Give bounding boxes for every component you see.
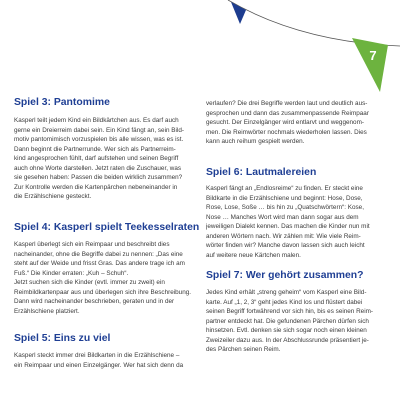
text-line: Reimbildkartenpaar aus und überlegen sich ihre Beschreibung. <box>14 288 192 296</box>
game-6-text <box>206 184 390 260</box>
text-line: Kasperl steckt immer drei Bildkarten in die Erzählschiene – <box>14 352 180 359</box>
game-5-title: Spiel 5: Eins zu viel <box>14 333 111 344</box>
text-line: Kasperl überlegt sich ein Reimpaar und beschreibt dies <box>14 241 170 248</box>
text-line: Zur Kontrolle werden die Kartenpärchen nebeneinander in <box>14 183 178 191</box>
text-line: gerne ein Dreierreim dabei sein. Ein Kind fängt an, sein Bild- <box>14 126 184 134</box>
text-line: auch ohne Worte darstellen. Jetzt raten die Zuschauer, was <box>14 164 182 172</box>
game-5-continued-text <box>206 99 390 147</box>
text-line: men. Die Reimwörter nochmals wiederholen lassen. Dies <box>206 128 367 136</box>
text-line: anderen Wörtern nach. Wir zählen mit: Wie viele Reim- <box>206 232 361 240</box>
text-line: partner entdeckt hat. Die gefundenen Pärchen dürfen sich <box>206 317 369 325</box>
game-5-text <box>14 351 195 370</box>
text-line: nacheinander, ohne die Begriffe dabei zu nennen: „Das eine <box>14 250 183 258</box>
bunting-string <box>228 0 400 46</box>
text-line: kind angesprochen fühlt, darf aufstehen und seinen Begriff <box>14 155 179 163</box>
page-number: 7 <box>369 48 377 63</box>
game-7-text <box>206 288 390 355</box>
text-line: jeweiligen Dialekt kennen. Das machen die Kinder nun mit <box>206 223 370 231</box>
text-line: gesucht. Der Einzelgänger wird entlarvt und weggenom- <box>206 119 364 127</box>
text-line: Kasperl fängt an „Endlosreime“ zu finden. Er steckt eine <box>206 185 363 192</box>
bunting-flag-blue <box>231 2 246 24</box>
text-line: hinsetzen. Evtl. denken sie sich sogar noch einen kleinen <box>206 327 367 335</box>
text-line: die Erzählschiene gesteckt. <box>14 193 92 201</box>
text-line: Jedes Kind erhält „streng geheim“ vom Kasperl eine Bild- <box>206 289 367 296</box>
text-line: Nose … Manches Wort wird man dann sogar aus dem <box>206 213 359 221</box>
text-line: Zweizeiler dazu aus. In der Abschlussrunde präsentiert je- <box>206 336 369 344</box>
text-line: Erzählschiene platziert. <box>14 307 80 315</box>
text-line: steht auf der Weide und frisst Gras. Das andere trage ich am <box>14 260 185 268</box>
bunting-flag-green <box>352 38 388 92</box>
text-line: Jetzt suchen sich die Kinder (evtl. immer zu zweit) ein <box>14 279 165 287</box>
text-line: seinen Begriff fortwährend vor sich hin, bis es seinen Reim- <box>206 308 374 316</box>
text-line: Bildkarte in die Erzählschiene und beginnt: Hose, Dose, <box>206 194 363 202</box>
game-6-title: Spiel 6: Lautmalereien <box>206 167 317 178</box>
game-7-title: Spiel 7: Wer gehört zusammen? <box>206 270 364 281</box>
text-line: gesprochen und dann das zusammenpassende Reimpaar <box>206 109 369 117</box>
text-line: ein Reimpaar und einen Einzelgänger. Wer hat sich denn da <box>14 361 184 369</box>
text-line: wörter finden wir? Manche davon lassen sich auch leicht <box>206 242 365 250</box>
text-line: kann auch reihum gespielt werden. <box>206 138 305 146</box>
text-line: Dann beginnt die Partnerrunde. Wer sich als Partnerreim- <box>14 145 176 153</box>
bunting-decoration <box>0 0 400 110</box>
text-line: Dann wird nacheinander beschrieben, geraten und in der <box>14 298 175 306</box>
game-4-title: Spiel 4: Kasperl spielt Teekesselraten <box>14 222 200 233</box>
game-3-title: Spiel 3: Pantomime <box>14 97 110 108</box>
text-line: sie gesehen haben: Passen die beiden wirklich zusammen? <box>14 174 183 182</box>
text-line: Rose, Lose, Soße … bis hin zu „Quatschwörtern“: Kose, <box>206 204 364 212</box>
game-4-text <box>14 240 195 316</box>
text-line: des Pärchen seinen Reim. <box>206 346 281 354</box>
text-line: karte. Auf „1, 2, 3“ geht jedes Kind los und flüstert dabei <box>206 298 363 306</box>
text-line: Fuß.“ Die Kinder erraten: „Kuh – Schuh“. <box>14 269 129 277</box>
text-line: Kasperl teilt jedem Kind ein Bildkärtchen aus. Es darf auch <box>14 117 179 124</box>
game-3-text <box>14 116 195 202</box>
text-line: verlaufen? Die drei Begriffe werden laut und deutlich aus- <box>206 100 368 107</box>
text-line: motiv pantomimisch vorzuspielen bis alle wissen, was es ist. <box>14 136 184 144</box>
text-line: auf weitere neue Kärtchen malen. <box>206 251 301 259</box>
